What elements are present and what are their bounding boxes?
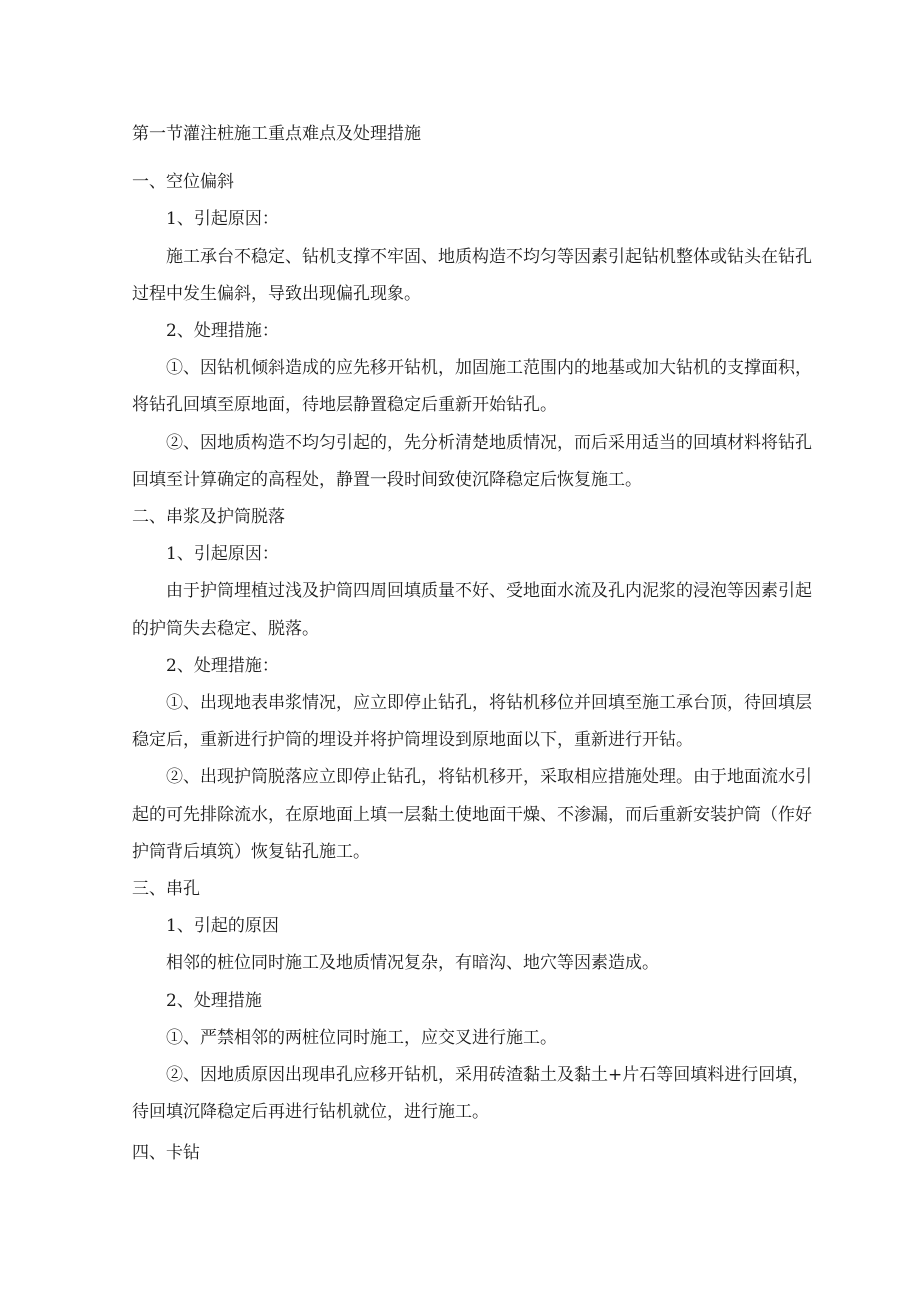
paragraph-line: ①、因钻机倾斜造成的应先移开钻机，加固施工范围内的地基或加大钻机的支撑面积， bbox=[166, 358, 812, 378]
subsection-label: 2、处理措施 bbox=[166, 991, 262, 1011]
paragraph-line: 将钻孔回填至原地面，待地层静置稳定后重新开始钻孔。 bbox=[132, 395, 557, 415]
paragraph-line: ②、出现护筒脱落应立即停止钻孔，将钻机移开，采取相应措施处理。由于地面流水引 bbox=[166, 767, 812, 787]
section-heading: 三、串孔 bbox=[132, 879, 200, 899]
paragraph-line: 过程中发生偏斜，导致出现偏孔现象。 bbox=[132, 284, 421, 304]
document-title: 第一节灌注桩施工重点难点及处理措施 bbox=[132, 124, 421, 144]
paragraph-line: 的护筒失去稳定、脱落。 bbox=[132, 619, 319, 639]
subsection-label: 1、引起原因： bbox=[166, 544, 279, 564]
paragraph-line: ②、因地质原因出现串孔应移开钻机，采用砖渣黏土及黏土+片石等回填料进行回填， bbox=[166, 1065, 810, 1085]
subsection-label: 1、引起的原因 bbox=[166, 916, 279, 936]
paragraph-line: 稳定后，重新进行护筒的埋设并将护筒埋设到原地面以下，重新进行开钻。 bbox=[132, 730, 693, 750]
paragraph-line: 由于护筒埋植过浅及护筒四周回填质量不好、受地面水流及孔内泥浆的浸泡等因素引起 bbox=[166, 581, 812, 601]
paragraph-line: ②、因地质构造不均匀引起的，先分析清楚地质情况，而后采用适当的回填材料将钻孔 bbox=[166, 433, 812, 453]
paragraph-line: ①、严禁相邻的两桩位同时施工，应交叉进行施工。 bbox=[166, 1028, 557, 1048]
section-heading: 二、串浆及护筒脱落 bbox=[132, 507, 285, 527]
paragraph-line: 护筒背后填筑）恢复钻孔施工。 bbox=[132, 842, 370, 862]
section-heading: 一、空位偏斜 bbox=[132, 172, 234, 192]
paragraph-line: 施工承台不稳定、钻机支撑不牢固、地质构造不均匀等因素引起钻机整体或钻头在钻孔 bbox=[166, 247, 812, 267]
paragraph-line: 回填至计算确定的高程处，静置一段时间致使沉降稳定后恢复施工。 bbox=[132, 470, 642, 490]
subsection-label: 1、引起原因： bbox=[166, 209, 279, 229]
paragraph-line: 起的可先排除流水，在原地面上填一层黏土使地面干燥、不渗漏，而后重新安装护筒（作好 bbox=[132, 805, 812, 825]
subsection-label: 2、处理措施： bbox=[166, 656, 279, 676]
subsection-label: 2、处理措施： bbox=[166, 321, 279, 341]
section-heading: 四、卡钻 bbox=[132, 1143, 200, 1163]
paragraph-line: 待回填沉降稳定后再进行钻机就位，进行施工。 bbox=[132, 1102, 489, 1122]
paragraph-line: ①、出现地表串浆情况，应立即停止钻孔，将钻机移位并回填至施工承台顶，待回填层 bbox=[166, 693, 812, 713]
paragraph-line: 相邻的桩位同时施工及地质情况复杂，有暗沟、地穴等因素造成。 bbox=[166, 953, 659, 973]
